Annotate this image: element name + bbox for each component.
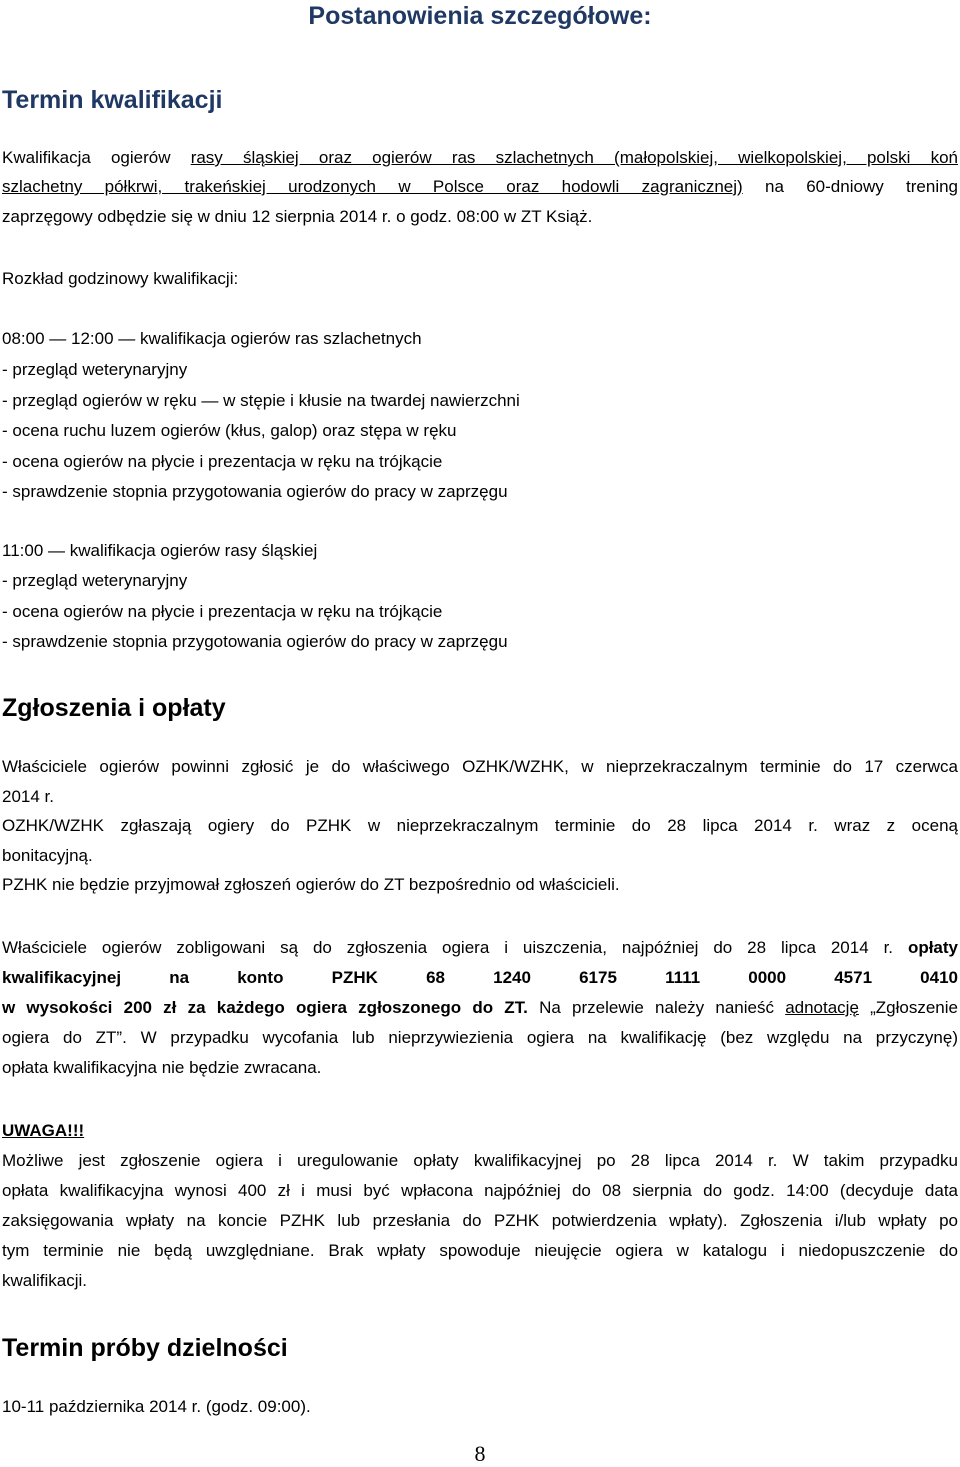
fee-bold-text: opłaty bbox=[907, 938, 958, 957]
breeds-link-text-cont: szlachetny półkrwi, trakeńskiej urodzonych w Polsce oraz hodowli zagranicznej) bbox=[2, 177, 743, 196]
paragraph-text: Kwalifikacja ogierów bbox=[2, 148, 191, 167]
paragraph-line: tym terminie nie będą uwzględniane. Brak wpłaty spowoduje nieujęcie ogiera w katalogu i niedopuszczenie do bbox=[2, 1241, 958, 1260]
bank-account-line: kwalifikacyjnej na konto PZHK 68 1240 6175 1111 0000 4571 0410 bbox=[2, 968, 958, 987]
page-title: Postanowienia szczegółowe: bbox=[308, 2, 652, 30]
schedule-item: - sprawdzenie stopnia przygotowania ogierów do pracy w zaprzęgu bbox=[2, 632, 508, 651]
paragraph-line: Możliwe jest zgłoszenie ogiera i uregulowanie opłaty kwalifikacyjnej po 28 lipca 2014 r. W takim przypadku bbox=[2, 1151, 958, 1170]
schedule-item: - przegląd ogierów w ręku — w stępie i kłusie na twardej nawierzchni bbox=[2, 391, 520, 410]
warning-label: UWAGA!!! bbox=[2, 1121, 85, 1140]
paragraph-line: opłata kwalifikacyjna wynosi 400 zł i musi być wpłacona najpóźniej do 08 sierpnia do godz. 14:00 (decyduje data bbox=[2, 1181, 958, 1200]
paragraph-line bbox=[2, 998, 958, 1018]
section-heading-proba: Termin próby dzielności bbox=[2, 1334, 288, 1362]
annotation-underlined: adnotację bbox=[785, 998, 859, 1017]
section-heading-zgloszenia: Zgłoszenia i opłaty bbox=[2, 694, 226, 722]
paragraph-text: „Zgłoszenie bbox=[858, 998, 958, 1017]
paragraph-line: zaksięgowania wpłaty na koncie PZHK lub przesłania do PZHK potwierdzenia wpłaty). Zgłoszenia i/lub wpłaty po bbox=[2, 1211, 958, 1230]
schedule-item: 08:00 — 12:00 — kwalifikacja ogierów ras szlachetnych bbox=[2, 329, 422, 348]
paragraph-line: opłata kwalifikacyjna nie będzie zwracana. bbox=[2, 1058, 322, 1077]
breeds-link-text: rasy śląskiej oraz ogierów ras szlachetnych (małopolskiej, wielkopolskiej, polski koń bbox=[190, 148, 958, 167]
section-heading-termin-kwalifikacji: Termin kwalifikacji bbox=[2, 86, 223, 114]
paragraph-line: 2014 r. bbox=[2, 787, 54, 806]
paragraph-line: ogiera do ZT”. W przypadku wycofania lub nieprzywiezienia ogiera na kwalifikację (bez względu na przyczynę) bbox=[2, 1028, 958, 1047]
paragraph-text: na 60-dniowy trening bbox=[742, 177, 959, 196]
paragraph-line bbox=[2, 938, 958, 958]
trial-date-text: 10-11 października 2014 r. (godz. 09:00). bbox=[2, 1397, 311, 1416]
paragraph-line: bonitacyjną. bbox=[2, 846, 93, 865]
paragraph-line bbox=[2, 177, 958, 197]
schedule-item: 11:00 — kwalifikacja ogierów rasy śląskiej bbox=[2, 541, 318, 560]
paragraph-line: PZHK nie będzie przyjmował zgłoszeń ogierów do ZT bezpośrednio od właścicieli. bbox=[2, 875, 620, 894]
paragraph-line: OZHK/WZHK zgłaszają ogiery do PZHK w nieprzekraczalnym terminie do 28 lipca 2014 r. wraz z oceną bbox=[2, 816, 958, 835]
paragraph-line: kwalifikacji. bbox=[2, 1271, 88, 1290]
paragraph-text: Właściciele ogierów zobligowani są do zgłoszenia ogiera i uiszczenia, najpóźniej do 28 lipca 2014 r. bbox=[2, 938, 908, 957]
paragraph-text: Na przelewie należy nanieść bbox=[527, 998, 786, 1017]
schedule-item: - sprawdzenie stopnia przygotowania ogierów do pracy w zaprzęgu bbox=[2, 482, 508, 501]
schedule-item: - ocena ogierów na płycie i prezentacja w ręku na trójkącie bbox=[2, 602, 443, 621]
paragraph-line bbox=[2, 148, 958, 168]
schedule-item: - przegląd weterynaryjny bbox=[2, 360, 188, 379]
schedule-item: - przegląd weterynaryjny bbox=[2, 571, 188, 590]
page-number: 8 bbox=[474, 1441, 486, 1466]
paragraph-line: Właściciele ogierów powinni zgłosić je do właściwego OZHK/WZHK, w nieprzekraczalnym terminie do 17 czerwca bbox=[2, 757, 958, 776]
schedule-label: Rozkład godzinowy kwalifikacji: bbox=[2, 269, 239, 288]
schedule-item: - ocena ogierów na płycie i prezentacja w ręku na trójkącie bbox=[2, 452, 443, 471]
fee-amount-text: w wysokości 200 zł za każdego ogiera zgłoszonego do ZT. bbox=[2, 998, 528, 1017]
schedule-item: - ocena ruchu luzem ogierów (kłus, galop) oraz stępa w ręku bbox=[2, 421, 457, 440]
qualification-date-text: zaprzęgowy odbędzie się w dniu 12 sierpnia 2014 r. o godz. 08:00 w ZT Książ. bbox=[2, 207, 593, 226]
